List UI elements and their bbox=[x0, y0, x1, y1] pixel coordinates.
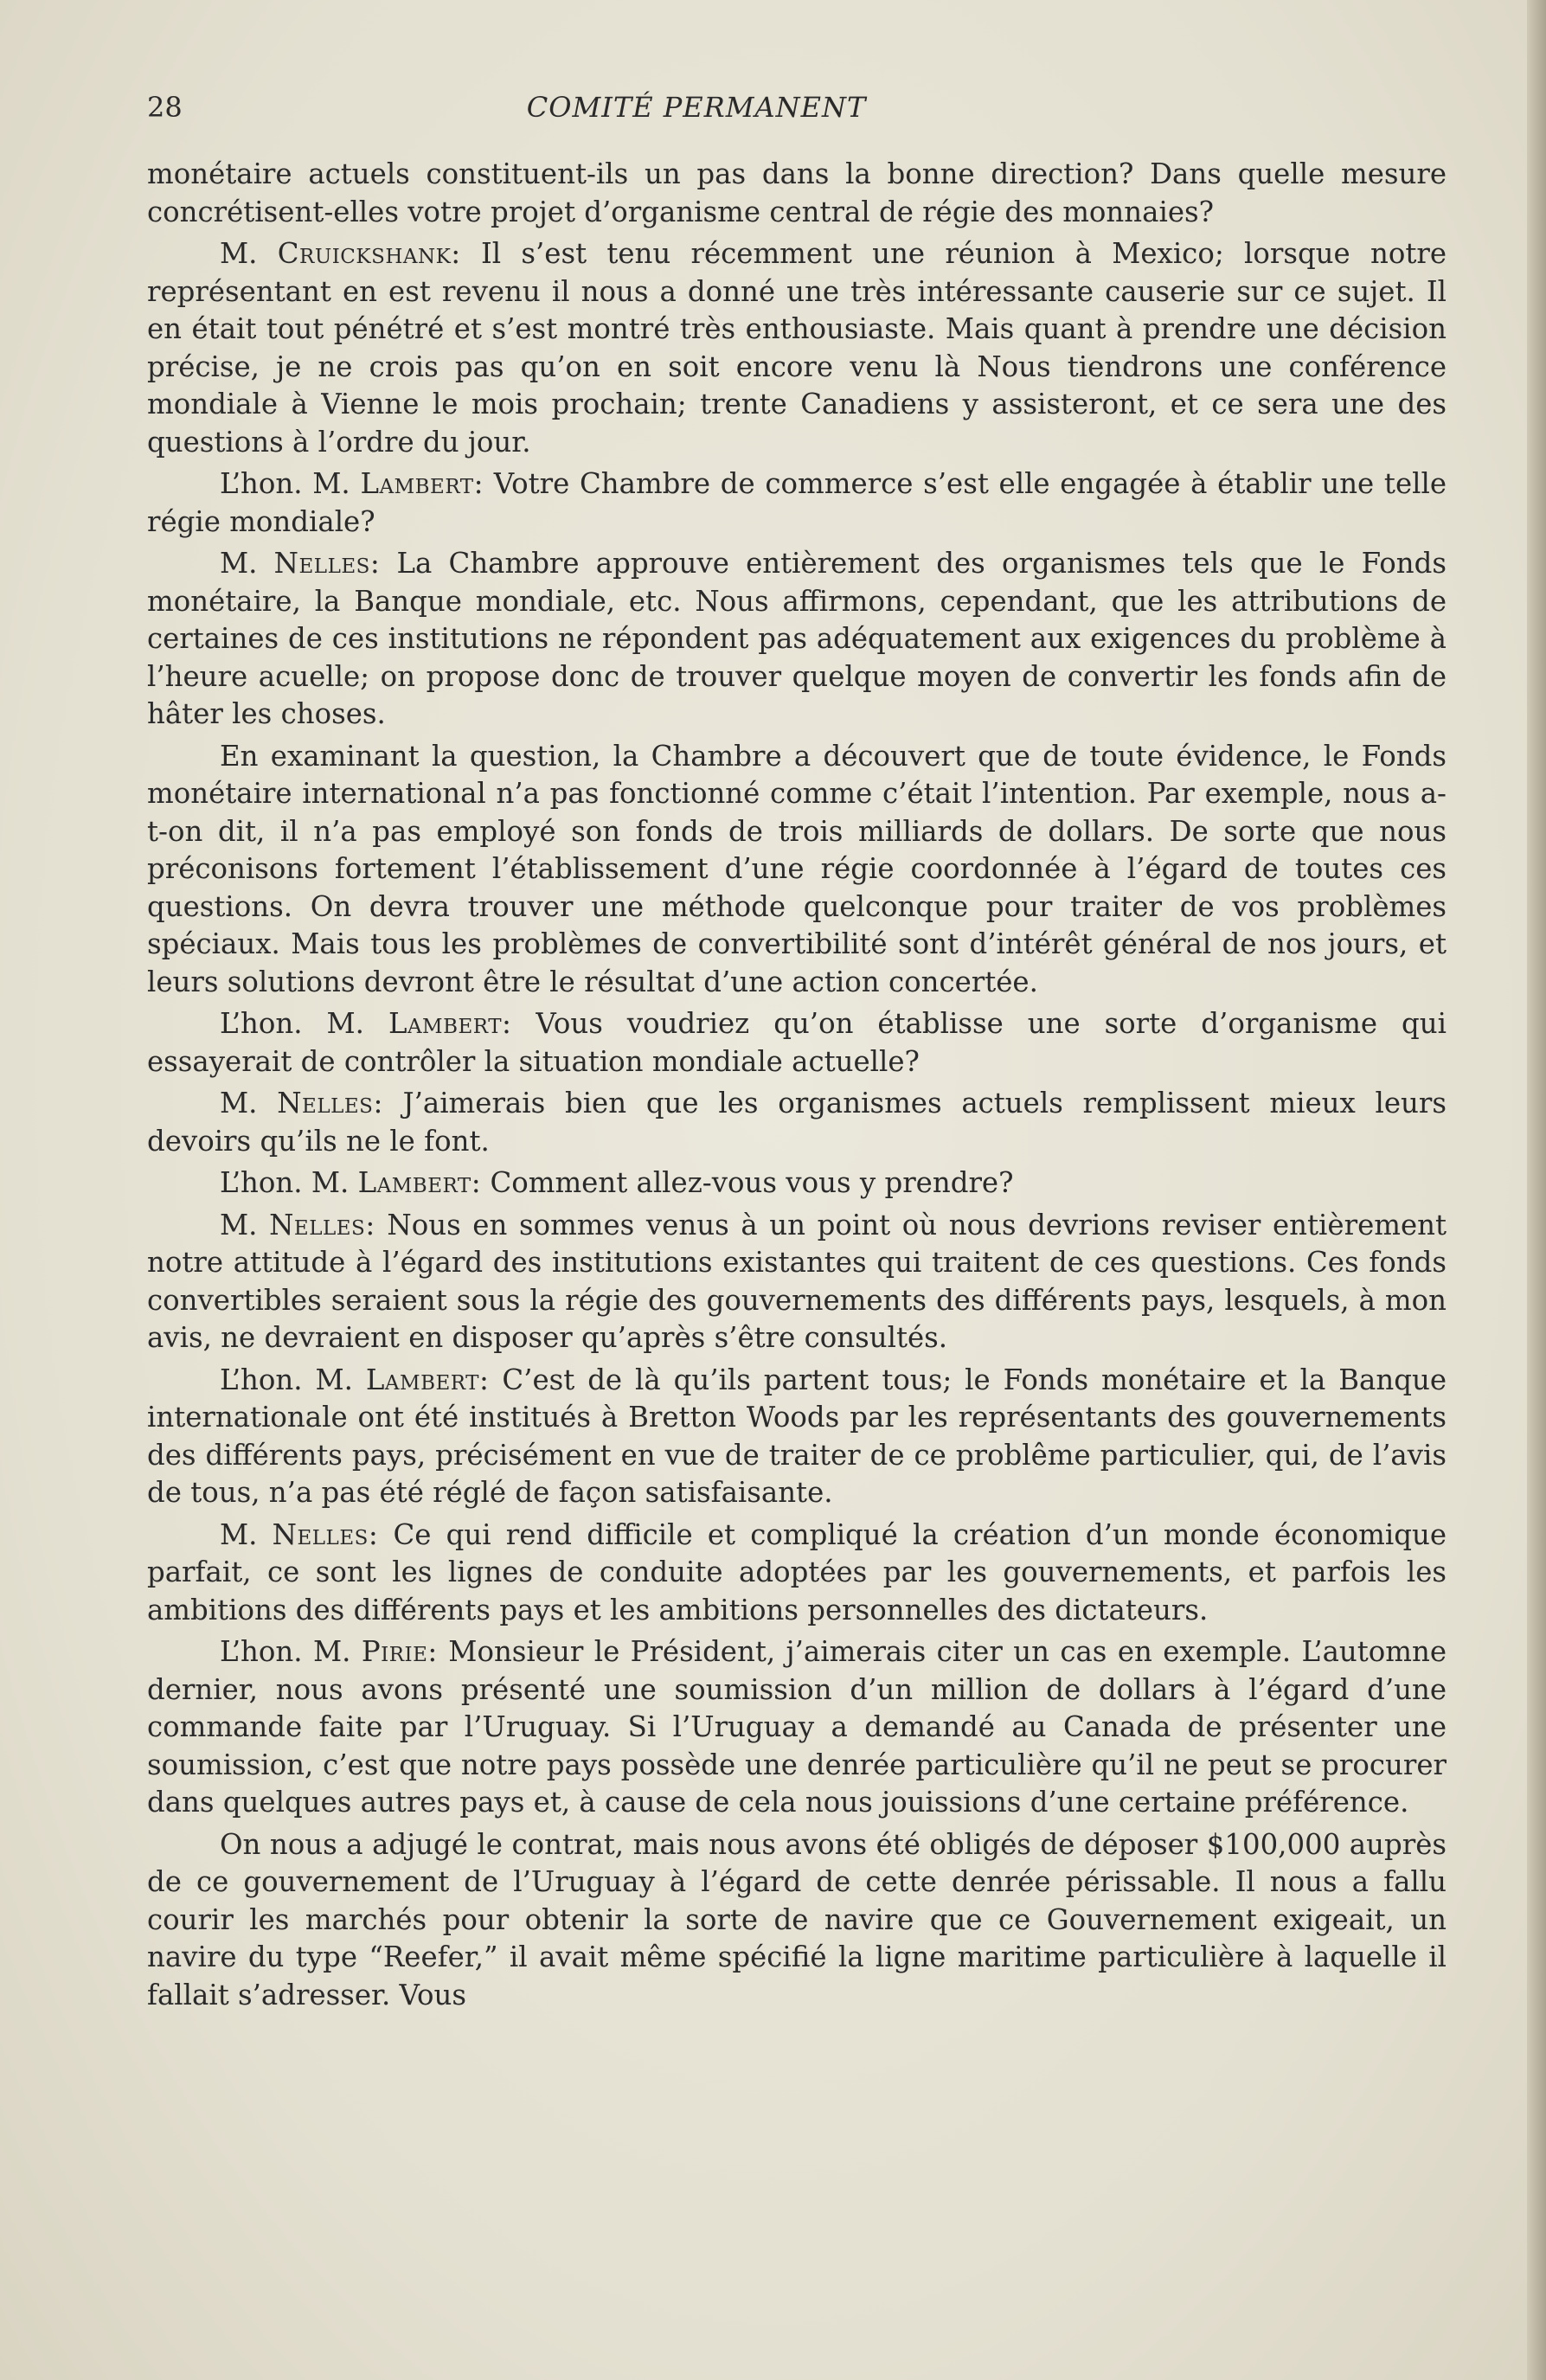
paragraph-text: C’est de là qu’ils partent tous; le Fonds monétaire et la Banque internationale ont été institués à Bretton Woods par les représentants des gouvernements des différents pays, précisément en vue de traiter de ce problême particulier, qui, de l’avis de tous, n’a pas été réglé de façon satisfaisante. bbox=[147, 1363, 1447, 1509]
speaker-name: Nelles: bbox=[272, 1517, 379, 1551]
speaker-name: Lambert: bbox=[360, 467, 484, 500]
speaker-prefix: M. bbox=[220, 547, 258, 580]
paragraph-text: Nous en sommes venus à un point où nous devrions reviser entièrement notre attitude à l’égard des institutions existantes qui traitent de ces questions. Ces fonds convertibles seraient sous la régie des gouvernements des différents pays, lesquels, à mon avis, ne devraient en disposer qu’après s’être consultés. bbox=[147, 1208, 1447, 1354]
speaker-prefix: M. bbox=[220, 237, 258, 270]
paragraph bbox=[147, 738, 1447, 1002]
speaker-prefix: L’hon. M. bbox=[220, 467, 350, 500]
paragraph bbox=[147, 235, 1447, 461]
paragraph-text: La Chambre approuve entièrement des organismes tels que le Fonds monétaire, la Banque mondiale, etc. Nous affirmons, cependant, que les attributions de certaines de ces institutions ne répondent pas adéquatement aux exigences du problème à l’heure acuelle; on propose donc de trouver quelque moyen de convertir les fonds afin de hâter les choses. bbox=[147, 547, 1447, 730]
paragraph-text: J’aimerais bien que les organismes actuels remplissent mieux leurs devoirs qu’ils ne le font. bbox=[147, 1087, 1447, 1158]
speaker-prefix: M. bbox=[220, 1208, 258, 1241]
running-title: COMITÉ PERMANENT bbox=[526, 91, 867, 124]
paragraph-text: Votre Chambre de commerce s’est elle engagée à établir une telle régie mondiale? bbox=[147, 467, 1447, 538]
paragraph bbox=[147, 465, 1447, 541]
speaker-prefix: M. bbox=[220, 1087, 258, 1119]
paragraph bbox=[147, 1633, 1447, 1822]
page-edge-shadow bbox=[1527, 0, 1546, 2380]
paragraph bbox=[147, 156, 1447, 231]
paragraph-text: En examinant la question, la Chambre a découvert que de toute évidence, le Fonds monétaire international n’a pas fonctionné comme c’était l’intention. Par exemple, nous a-t-on dit, il n’a pas employé son fonds de trois milliards de dollars. De sorte que nous préconisons fortement l’établissement d’une régie coordonnée à l’égard de toutes ces questions. On devra trouver une méthode quelconque pour traiter de vos problèmes spéciaux. Mais tous les problèmes de convertibilité sont d’intérêt général de nos jours, et leurs solutions devront être le résultat d’une action concertée. bbox=[147, 739, 1447, 998]
speaker-name: Nelles: bbox=[277, 1087, 383, 1119]
speaker-prefix: M. bbox=[220, 1517, 258, 1551]
body-text bbox=[147, 156, 1447, 2018]
paragraph bbox=[147, 1826, 1447, 2015]
paragraph bbox=[147, 545, 1447, 734]
speaker-name: Nelles: bbox=[269, 1208, 375, 1241]
paragraph-text: monétaire actuels constituent-ils un pas dans la bonne direction? Dans quelle mesure concrétisent-elles votre projet d’organisme central de régie des monnaies? bbox=[147, 157, 1447, 228]
paragraph bbox=[147, 1085, 1447, 1160]
speaker-prefix: L’hon. M. bbox=[220, 1363, 353, 1396]
speaker-name: Lambert: bbox=[357, 1166, 482, 1199]
page-number: 28 bbox=[147, 91, 183, 124]
speaker-name: Cruickshank: bbox=[277, 237, 461, 270]
paragraph-text: Il s’est tenu récemment une réunion à Mexico; lorsque notre représentant en est revenu il nous a donné une très intéressante causerie sur ce sujet. Il en était tout pénétré et s’est montré très enthousiaste. Mais quant à prendre une décision précise, je ne crois pas qu’on en soit encore venu là Nous tiendrons une conférence mondiale à Vienne le mois prochain; trente Canadiens y assisteront, et ce sera une des questions à l’ordre du jour. bbox=[147, 237, 1447, 459]
speaker-name: Nelles: bbox=[273, 547, 381, 580]
paragraph-text: Monsieur le Président, j’aimerais citer un cas en exemple. L’automne dernier, nous avons présenté une soumission d’un million de dollars à l’égard d’une commande faite par l’Uruguay. Si l’Uruguay a demandé au Canada de présenter une soumission, c’est que notre pays possède une denrée particulière qu’il ne peut se procurer dans quelques autres pays et, à cause de cela nous jouissions d’une certaine préférence. bbox=[147, 1635, 1447, 1819]
paragraph-text: Comment allez-vous vous y prendre? bbox=[490, 1166, 1014, 1199]
paragraph-text: Ce qui rend difficile et compliqué la création d’un monde économique parfait, ce sont les lignes de conduite adoptées par les gouvernements, et parfois les ambitions des différents pays et les ambitions personnelles des dictateurs. bbox=[147, 1517, 1447, 1626]
speaker-prefix: L’hon. M. bbox=[220, 1166, 350, 1199]
page-header bbox=[147, 87, 1447, 128]
speaker-prefix: L’hon. M. bbox=[220, 1635, 351, 1668]
paragraph-text: On nous a adjugé le contrat, mais nous avons été obligés de déposer $100,000 auprès de ce gouvernement de l’Uruguay à l’égard de cette denrée périssable. Il nous a fallu courir les marchés pour obtenir la sorte de navire que ce Gouvernement exigeait, un navire du type “Reefer,” il avait même spécifié la ligne maritime particulière à laquelle il fallait s’adresser. Vous bbox=[147, 1827, 1447, 2011]
speaker-name: Pirie: bbox=[361, 1635, 438, 1668]
speaker-name: Lambert: bbox=[365, 1363, 490, 1396]
paragraph bbox=[147, 1005, 1447, 1081]
paragraph bbox=[147, 1362, 1447, 1512]
paragraph bbox=[147, 1164, 1447, 1203]
paragraph bbox=[147, 1517, 1447, 1630]
paragraph-text: Vous voudriez qu’on établisse une sorte d’organisme qui essayerait de contrôler la situation mondiale actuelle? bbox=[147, 1007, 1447, 1078]
speaker-name: Lambert: bbox=[388, 1007, 512, 1040]
paragraph bbox=[147, 1207, 1447, 1357]
speaker-prefix: L’hon. M. bbox=[220, 1007, 364, 1040]
